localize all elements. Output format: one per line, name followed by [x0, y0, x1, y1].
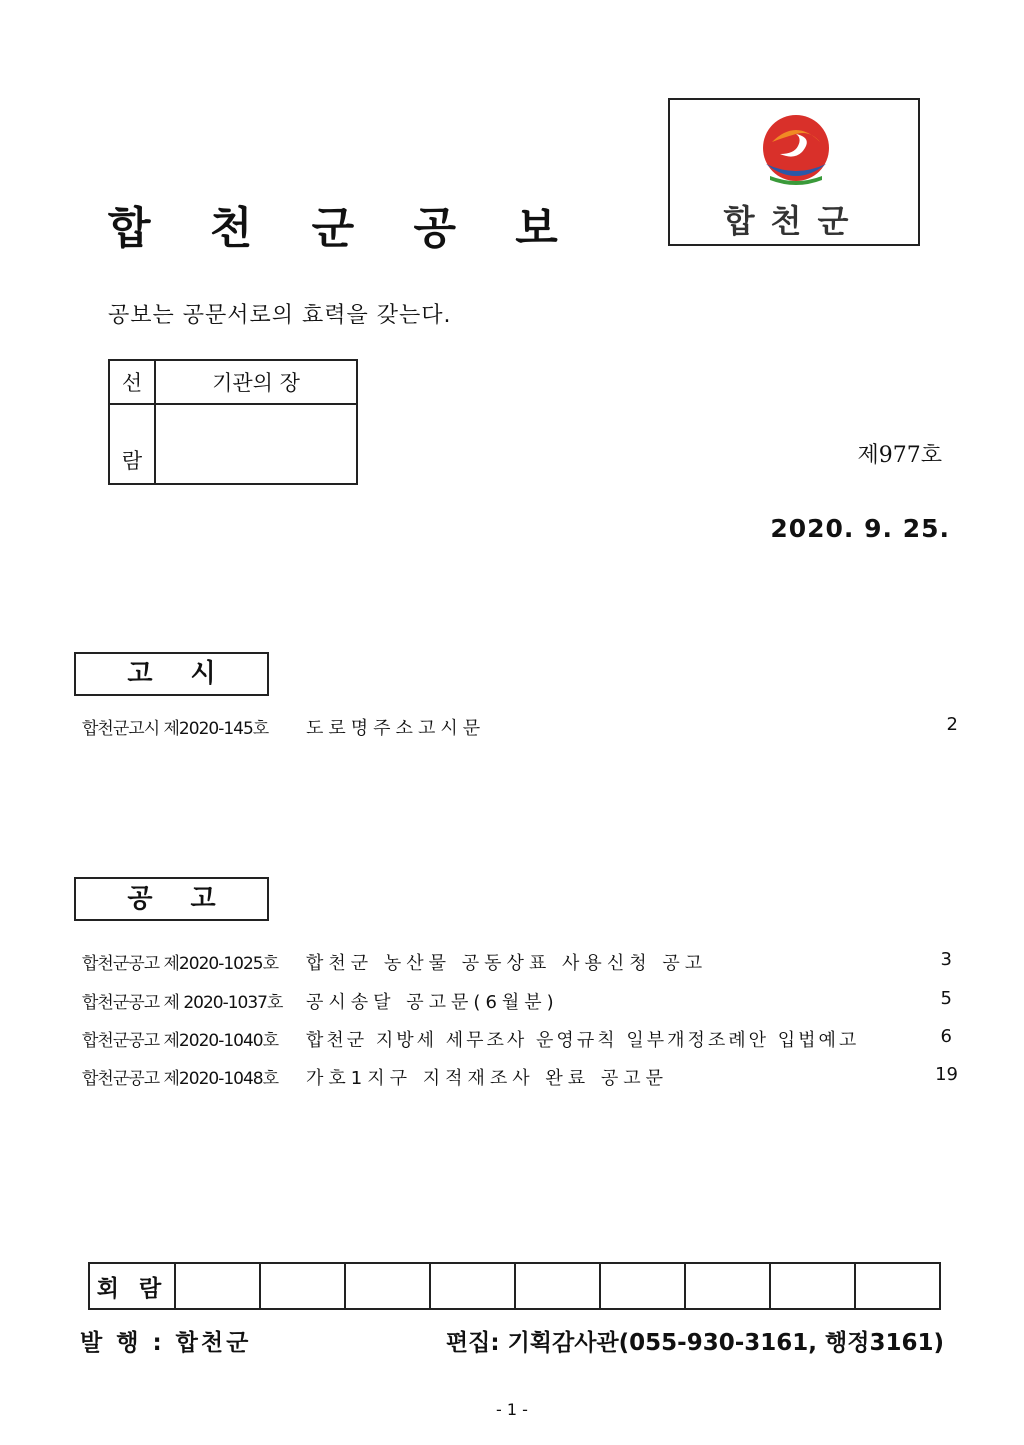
- list-item[interactable]: [82, 714, 958, 740]
- item-page: 3: [940, 949, 952, 970]
- review-box: [108, 359, 358, 485]
- circulation-cell[interactable]: [855, 1263, 940, 1309]
- review-label-bottom: 람: [109, 404, 155, 484]
- list-item[interactable]: [82, 949, 958, 975]
- review-header: 기관의 장: [155, 360, 357, 404]
- publisher: 발 행 : 합천군: [80, 1330, 252, 1356]
- bulletin-title: 합 천 군 공 보: [108, 203, 580, 254]
- issue-number: 제977호: [857, 443, 942, 468]
- list-item[interactable]: [82, 1026, 958, 1052]
- item-code: 합천군고시 제2020-145호: [82, 719, 269, 739]
- section-heading-announcement: 공고: [74, 877, 269, 921]
- review-signature-cell[interactable]: [155, 404, 357, 484]
- section-heading-notice: 고시: [74, 652, 269, 696]
- circulation-cell[interactable]: [515, 1263, 600, 1309]
- item-code: 합천군공고 제2020-1040호: [82, 1031, 279, 1051]
- item-title: 합천군 농산물 공동상표 사용신청 공고: [306, 953, 708, 974]
- circulation-cell[interactable]: [685, 1263, 770, 1309]
- item-code: 합천군공고 제2020-1025호: [82, 954, 279, 974]
- item-code: 합천군공고 제2020-1048호: [82, 1069, 279, 1089]
- item-page: 19: [935, 1064, 958, 1085]
- item-page: 5: [940, 988, 952, 1009]
- item-page: 2: [946, 714, 958, 735]
- circulation-label: 회 람: [89, 1263, 175, 1309]
- item-title: 합천군 지방세 세무조사 운영규칙 일부개정조례안 입법예고: [306, 1030, 860, 1051]
- circulation-cell[interactable]: [175, 1263, 260, 1309]
- item-title: 가호1지구 지적재조사 완료 공고문: [306, 1068, 669, 1089]
- county-logo: [668, 98, 920, 246]
- list-item[interactable]: [82, 988, 958, 1014]
- item-title: 공시송달 공고문(6월분): [306, 992, 559, 1013]
- item-title: 도로명주소고시문: [306, 718, 486, 739]
- page-number: - 1 -: [496, 1400, 528, 1419]
- circulation-cell[interactable]: [600, 1263, 685, 1309]
- circulation-cell[interactable]: [770, 1263, 855, 1309]
- bulletin-subtitle: 공보는 공문서로의 효력을 갖는다.: [108, 303, 452, 328]
- circulation-cell[interactable]: [345, 1263, 430, 1309]
- circulation-cell[interactable]: [430, 1263, 515, 1309]
- item-code: 합천군공고 제 2020-1037호: [82, 993, 283, 1013]
- list-item[interactable]: [82, 1064, 958, 1090]
- item-page: 6: [940, 1026, 952, 1047]
- circulation-box: [88, 1262, 941, 1310]
- county-emblem-icon: [756, 112, 836, 198]
- issue-date: 2020. 9. 25.: [770, 514, 950, 543]
- review-label-top: 선: [109, 360, 155, 404]
- logo-text: 합천군: [723, 202, 865, 240]
- circulation-cell[interactable]: [260, 1263, 345, 1309]
- editor-contact: 편집: 기획감사관(055-930-3161, 행정3161): [445, 1330, 944, 1356]
